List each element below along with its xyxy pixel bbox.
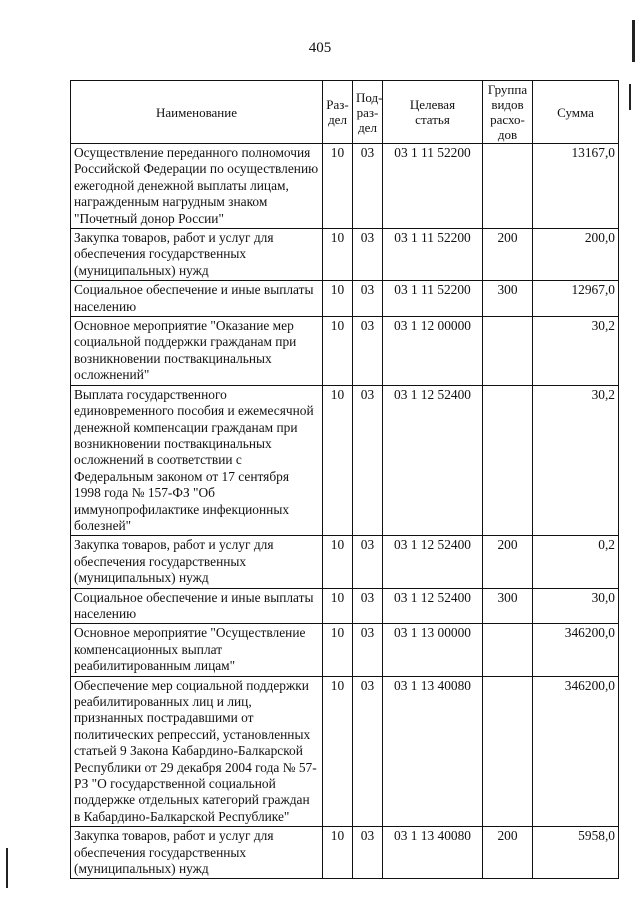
row-razdel: 10 xyxy=(323,676,353,827)
row-expense-group xyxy=(483,676,533,827)
scan-edge-mark xyxy=(629,84,631,110)
row-sum: 0,2 xyxy=(533,536,619,588)
table-row xyxy=(71,317,619,386)
row-expense-group xyxy=(483,317,533,386)
row-target-article: 03 1 11 52200 xyxy=(383,229,483,281)
row-razdel: 10 xyxy=(323,144,353,229)
row-podrazdel: 03 xyxy=(353,676,383,827)
table-row xyxy=(71,144,619,229)
page-number: 405 xyxy=(308,40,332,56)
row-sum: 346200,0 xyxy=(533,624,619,676)
header-sum: Сумма xyxy=(533,81,619,144)
row-target-article: 03 1 12 52400 xyxy=(383,385,483,536)
row-expense-group: 300 xyxy=(483,281,533,317)
row-expense-group xyxy=(483,385,533,536)
row-name: Закупка товаров, работ и услуг для обеспечения государственных (муниципальных) нужд xyxy=(71,536,323,588)
table-row xyxy=(71,676,619,827)
row-razdel: 10 xyxy=(323,317,353,386)
row-podrazdel: 03 xyxy=(353,536,383,588)
row-target-article: 03 1 12 52400 xyxy=(383,588,483,624)
row-razdel: 10 xyxy=(323,229,353,281)
table-row xyxy=(71,281,619,317)
row-razdel: 10 xyxy=(323,624,353,676)
row-target-article: 03 1 12 52400 xyxy=(383,536,483,588)
row-name: Осуществление переданного полномочия Российской Федерации по осуществлению ежегодной денежной выплаты лицам, награжденным нагрудным знаком "Почетный донор России" xyxy=(71,144,323,229)
row-podrazdel: 03 xyxy=(353,385,383,536)
row-name: Социальное обеспечение и иные выплаты населению xyxy=(71,281,323,317)
row-podrazdel: 03 xyxy=(353,317,383,386)
row-target-article: 03 1 13 00000 xyxy=(383,624,483,676)
table-header-row xyxy=(71,81,619,144)
row-expense-group xyxy=(483,144,533,229)
row-target-article: 03 1 13 40080 xyxy=(383,676,483,827)
header-expense-group: Группа видов расхо- дов xyxy=(483,81,533,144)
row-podrazdel: 03 xyxy=(353,624,383,676)
row-name: Закупка товаров, работ и услуг для обеспечения государственных (муниципальных) нужд xyxy=(71,827,323,879)
row-name: Основное мероприятие "Оказание мер социальной поддержки гражданам при возникновении поствакцинальных осложнений" xyxy=(71,317,323,386)
row-razdel: 10 xyxy=(323,281,353,317)
budget-table xyxy=(70,80,619,879)
row-sum: 200,0 xyxy=(533,229,619,281)
row-podrazdel: 03 xyxy=(353,281,383,317)
header-podrazdel: Под- раз- дел xyxy=(353,81,383,144)
row-expense-group: 200 xyxy=(483,827,533,879)
row-name: Основное мероприятие "Осуществление компенсационных выплат реабилитированным лицам" xyxy=(71,624,323,676)
row-sum: 13167,0 xyxy=(533,144,619,229)
row-name: Закупка товаров, работ и услуг для обеспечения государственных (муниципальных) нужд xyxy=(71,229,323,281)
row-razdel: 10 xyxy=(323,827,353,879)
row-razdel: 10 xyxy=(323,385,353,536)
row-sum: 12967,0 xyxy=(533,281,619,317)
row-target-article: 03 1 11 52200 xyxy=(383,281,483,317)
table-row xyxy=(71,385,619,536)
header-target-article: Целевая статья xyxy=(383,81,483,144)
row-podrazdel: 03 xyxy=(353,144,383,229)
row-name: Обеспечение мер социальной поддержки реабилитированных лиц и лиц, признанных пострадавшими от политических репрессий, установленных статьей 9 Закона Кабардино-Балкарской Республики от 29 декабря 2004 года № 57-РЗ "О государственной социальной поддержке отдельных категорий граждан в Кабардино-Балкарской Республике" xyxy=(71,676,323,827)
row-target-article: 03 1 13 40080 xyxy=(383,827,483,879)
row-name: Социальное обеспечение и иные выплаты населению xyxy=(71,588,323,624)
row-razdel: 10 xyxy=(323,588,353,624)
row-podrazdel: 03 xyxy=(353,229,383,281)
table-row xyxy=(71,624,619,676)
row-sum: 5958,0 xyxy=(533,827,619,879)
row-expense-group: 200 xyxy=(483,536,533,588)
scan-edge-mark xyxy=(632,20,635,62)
header-razdel: Раз- дел xyxy=(323,81,353,144)
row-target-article: 03 1 11 52200 xyxy=(383,144,483,229)
row-expense-group: 200 xyxy=(483,229,533,281)
scan-edge-mark xyxy=(6,848,8,888)
table-row xyxy=(71,827,619,879)
table-row xyxy=(71,536,619,588)
row-razdel: 10 xyxy=(323,536,353,588)
row-podrazdel: 03 xyxy=(353,588,383,624)
row-podrazdel: 03 xyxy=(353,827,383,879)
row-sum: 30,2 xyxy=(533,385,619,536)
row-sum: 346200,0 xyxy=(533,676,619,827)
row-target-article: 03 1 12 00000 xyxy=(383,317,483,386)
table-row xyxy=(71,588,619,624)
table-row xyxy=(71,229,619,281)
row-sum: 30,0 xyxy=(533,588,619,624)
row-name: Выплата государственного единовременного пособия и ежемесячной денежной компенсации гражданам при возникновении поствакцинальных осложнений в соответствии с Федеральным законом от 17 сентября 1998 года № 157-ФЗ "Об иммунопрофилактике инфекционных болезней" xyxy=(71,385,323,536)
header-name: Наименование xyxy=(71,81,323,144)
row-expense-group: 300 xyxy=(483,588,533,624)
row-sum: 30,2 xyxy=(533,317,619,386)
row-expense-group xyxy=(483,624,533,676)
